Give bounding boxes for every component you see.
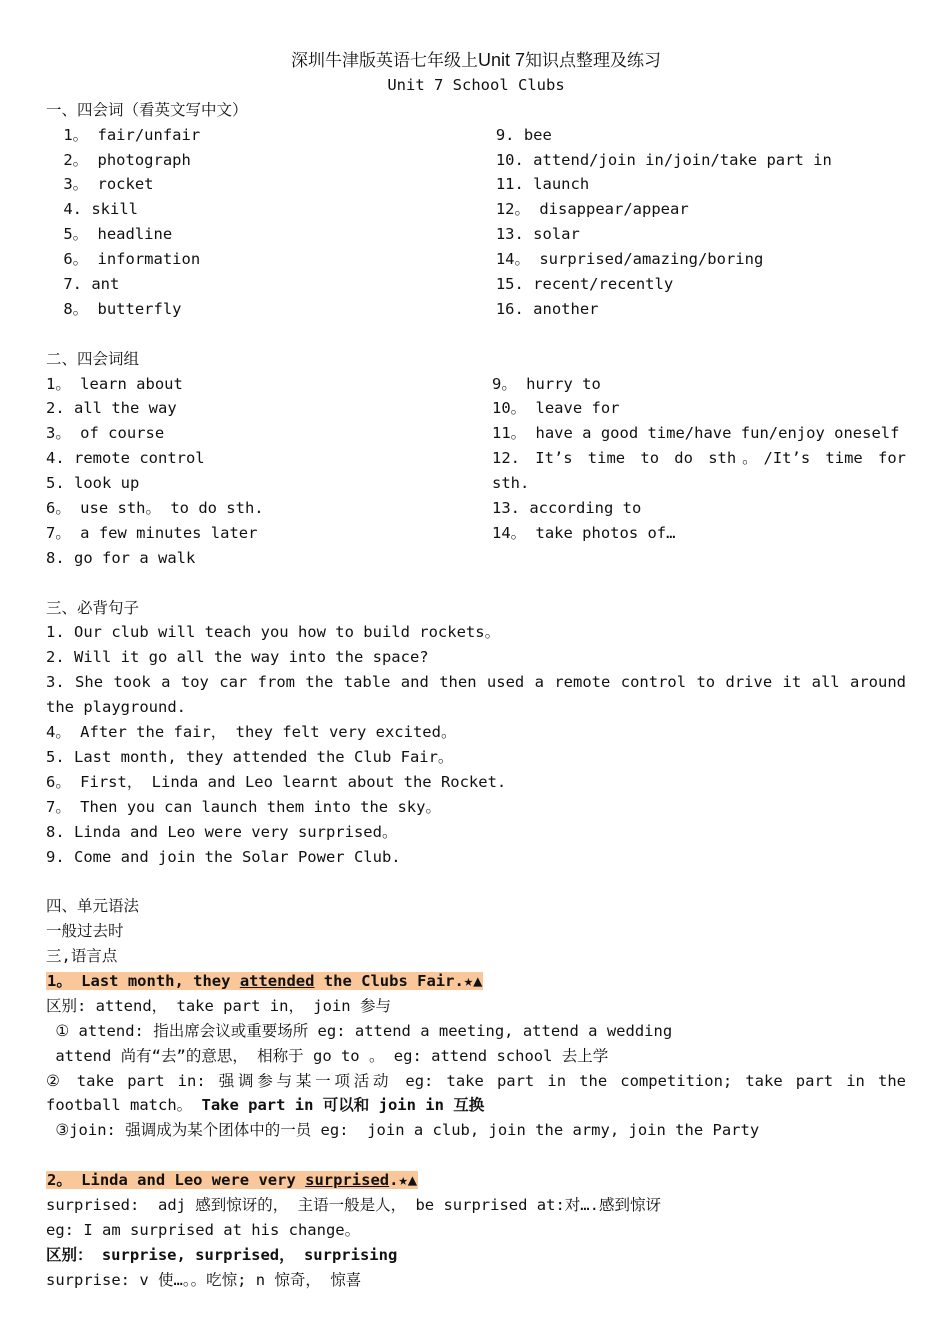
point1-text-a: 1。 Last month, they	[47, 971, 240, 990]
word-item: 3。 rocket	[54, 175, 154, 194]
point1-keyword: attended	[239, 971, 315, 990]
explanation-line: ③join: 强调成为某个团体中的一员 eg: join a club, join the army, join the Party	[46, 1121, 760, 1140]
phrase-list-right	[492, 372, 906, 571]
phrase-item: 4. remote control	[46, 449, 205, 468]
phrase-list-left	[46, 372, 492, 571]
explanation-line: ① attend: 指出席会议或重要场所 eg: attend a meeting, attend a wedding	[46, 1021, 673, 1040]
phrase-list-columns	[46, 372, 906, 571]
highlighted-sentence	[46, 972, 483, 990]
word-item: 9. bee	[495, 125, 552, 144]
explanation-line: eg: I am surprised at his change。	[46, 1220, 361, 1239]
explanation-line	[46, 1093, 906, 1118]
spacer	[46, 1143, 906, 1168]
explanation-line: surprise: v 使…。。吃惊; n 惊奇， 惊喜	[46, 1270, 362, 1289]
sentence-item: 8. Linda and Leo were very surprised。	[46, 822, 398, 841]
title-unit: Unit 7	[477, 50, 526, 70]
explanation-line: 区别: attend， take part in， join 参与	[46, 996, 391, 1015]
explanation-line: attend 尚有“去”的意思， 相称于 go to 。 eg: attend school 去上学	[46, 1046, 609, 1065]
word-item: 11. launch	[495, 175, 590, 194]
phrase-item: 11。 have a good time/have fun/enjoy oneself	[492, 424, 900, 443]
word-item: 6。 information	[54, 250, 201, 269]
word-item: 5。 headline	[54, 225, 173, 244]
phrase-item: 7。 a few minutes later	[46, 523, 258, 542]
point2-text-c: .★▲	[389, 1171, 418, 1190]
document-title	[46, 48, 906, 73]
point2-keyword: surprised	[305, 1171, 390, 1190]
word-item: 8。 butterfly	[54, 299, 182, 318]
phrase-item: 9。 hurry to	[492, 374, 601, 393]
sentence-item: the playground.	[46, 698, 186, 717]
explanation-bold-line: 区别： surprise, surprised， surprising	[46, 1245, 398, 1264]
word-item: 2。 photograph	[54, 150, 191, 169]
spacer	[46, 869, 906, 894]
title-cn-part-a: 深圳牛津版英语七年级上	[290, 51, 478, 71]
word-item: 13. solar	[495, 225, 580, 244]
highlighted-sentence	[46, 1171, 418, 1189]
word-item: 15. recent/recently	[495, 275, 674, 294]
point2-text-a: 2。 Linda and Leo were very	[47, 1171, 306, 1190]
language-points-heading: 三,语言点	[46, 947, 118, 966]
phrase-item: 10。 leave for	[492, 399, 620, 418]
language-point-2-heading	[46, 1168, 906, 1193]
phrase-item: 13. according to	[492, 499, 642, 518]
section-heading-grammar: 四、单元语法	[46, 897, 140, 916]
word-list-columns	[46, 123, 906, 322]
grammar-topic: 一般过去时	[46, 922, 124, 941]
phrase-item: 5. look up	[46, 474, 140, 493]
title-cn-part-b: 知识点整理及练习	[525, 51, 662, 71]
sentence-item: 1. Our club will teach you how to build rockets。	[46, 623, 501, 642]
sentence-item: 7。 Then you can launch them into the sky。	[46, 797, 441, 816]
word-item: 7. ant	[54, 275, 120, 294]
language-point-1-heading	[46, 969, 906, 994]
sentence-item: 4。 After the fair， they felt very excited。	[46, 723, 457, 742]
section-heading-phrases: 二、四会词组	[46, 349, 140, 368]
explanation-bold-note: Take part in 可以和 join in 互换	[201, 1096, 485, 1115]
word-item: 1。 fair/unfair	[54, 125, 201, 144]
word-list-left	[46, 123, 496, 322]
document-subtitle: Unit 7 School Clubs	[387, 75, 565, 94]
word-item: 4. skill	[54, 200, 138, 219]
phrase-item: 6。 use sth。 to do sth.	[46, 499, 264, 518]
sentence-item: 5. Last month, they attended the Club Fair。	[46, 747, 454, 766]
phrase-item: sth.	[492, 474, 530, 493]
word-item: 16. another	[495, 299, 599, 318]
word-item: 14。 surprised/amazing/boring	[495, 250, 764, 269]
sentence-item: 9. Come and join the Solar Power Club.	[46, 847, 401, 866]
explanation-line: surprised: adj 感到惊讶的， 主语一般是人， be surprised at:对….感到惊讶	[46, 1195, 661, 1214]
phrase-item: 2. all the way	[46, 399, 177, 418]
phrase-item: 1。 learn about	[46, 374, 183, 393]
word-item: 10. attend/join in/join/take part in	[495, 150, 832, 169]
sentence-item: 3. She took a toy car from the table and then used a remote control to drive it all around	[46, 673, 906, 692]
spacer	[46, 322, 906, 347]
sentence-item: 2. Will it go all the way into the space?	[46, 648, 429, 667]
phrase-item: 14。 take photos of…	[492, 523, 676, 542]
point1-text-c: the Clubs Fair.★▲	[314, 971, 483, 990]
phrase-item: 12. It’s time to do sth。/It’s time for	[492, 449, 906, 468]
section-heading-sentences: 三、必背句子	[46, 598, 140, 617]
document-page	[46, 48, 906, 1293]
explanation-line: ② take part in: 强调参与某一项活动 eg: take part in the competition; take part in the	[46, 1071, 906, 1090]
sentence-item: 6。 First， Linda and Leo learnt about the Rocket.	[46, 772, 507, 791]
section-heading-words: 一、四会词（看英文写中文）	[46, 100, 248, 119]
phrase-item: 8. go for a walk	[46, 548, 196, 567]
word-item: 12。 disappear/appear	[495, 200, 689, 219]
explanation-text: football match。	[46, 1096, 202, 1115]
phrase-item: 3。 of course	[46, 424, 165, 443]
spacer	[46, 571, 906, 596]
word-list-right	[496, 123, 906, 322]
